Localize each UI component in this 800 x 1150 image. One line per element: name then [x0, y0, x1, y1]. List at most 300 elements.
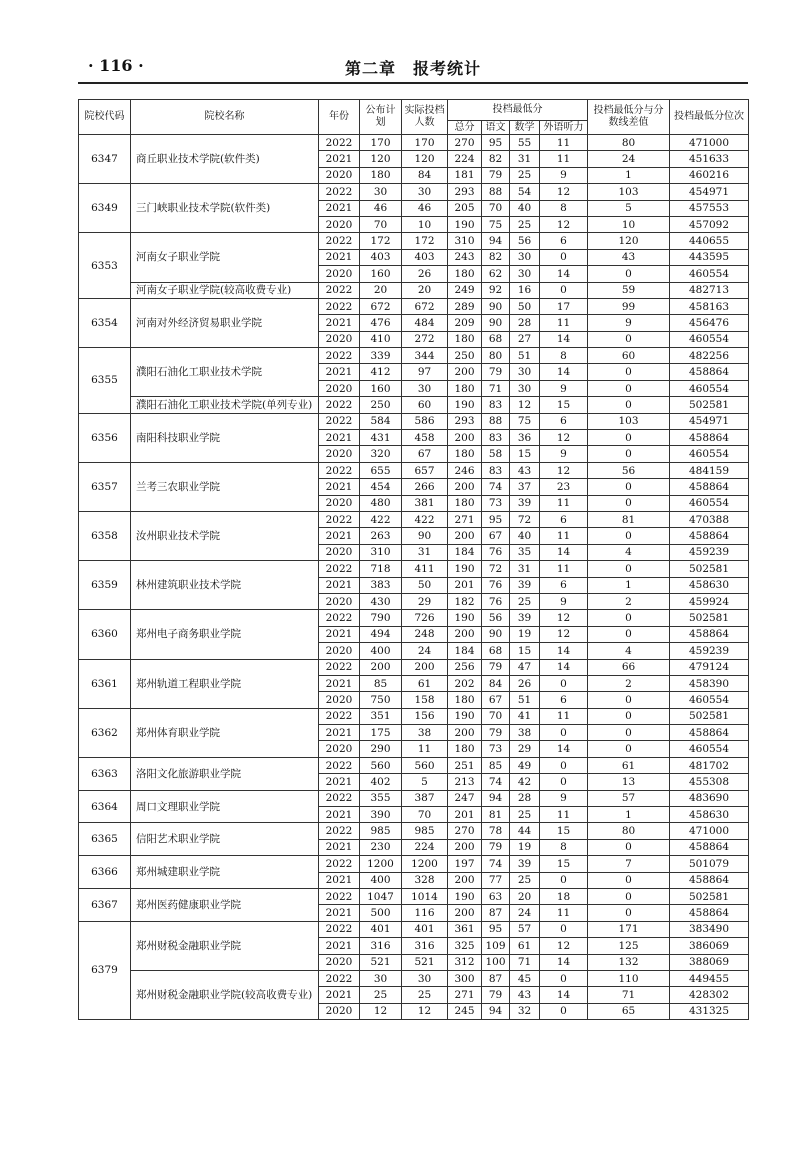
cell-math: 55: [510, 135, 540, 151]
school-name: 三门峡职业技术学院(软件类): [131, 184, 319, 233]
cell-total: 271: [448, 987, 482, 1003]
cell-actual: 328: [402, 872, 448, 888]
cell-math: 54: [510, 184, 540, 200]
cell-diff: 66: [588, 659, 670, 675]
cell-diff: 60: [588, 348, 670, 364]
cell-actual: 224: [402, 839, 448, 855]
cell-actual: 61: [402, 675, 448, 691]
cell-rank: 449455: [670, 970, 749, 986]
table-row: [79, 298, 749, 314]
cell-actual: 30: [402, 970, 448, 986]
cell-year: 2022: [319, 184, 360, 200]
school-code: 6347: [79, 135, 131, 184]
cell-chinese: 94: [482, 233, 510, 249]
cell-total: 184: [448, 544, 482, 560]
school-code: 6361: [79, 659, 131, 708]
school-name: 郑州医药健康职业学院: [131, 888, 319, 921]
header-rank: 投档最低分位次: [670, 100, 749, 135]
school-code: 6355: [79, 348, 131, 414]
cell-total: 249: [448, 282, 482, 298]
cell-english: 11: [540, 151, 588, 167]
cell-year: 2021: [319, 577, 360, 593]
cell-english: 23: [540, 479, 588, 495]
cell-chinese: 67: [482, 692, 510, 708]
table-row: [79, 757, 749, 773]
cell-diff: 65: [588, 1003, 670, 1019]
cell-plan: 250: [360, 397, 402, 413]
cell-math: 40: [510, 528, 540, 544]
cell-plan: 403: [360, 249, 402, 265]
cell-english: 9: [540, 446, 588, 462]
cell-english: 0: [540, 675, 588, 691]
cell-english: 11: [540, 528, 588, 544]
cell-diff: 0: [588, 905, 670, 921]
cell-math: 28: [510, 315, 540, 331]
cell-diff: 59: [588, 282, 670, 298]
cell-chinese: 84: [482, 675, 510, 691]
cell-year: 2022: [319, 659, 360, 675]
cell-math: 39: [510, 856, 540, 872]
cell-english: 11: [540, 561, 588, 577]
cell-total: 180: [448, 741, 482, 757]
cell-rank: 458630: [670, 807, 749, 823]
cell-english: 6: [540, 577, 588, 593]
cell-chinese: 82: [482, 151, 510, 167]
cell-total: 190: [448, 610, 482, 626]
page-number: · 116 ·: [88, 56, 144, 75]
cell-total: 300: [448, 970, 482, 986]
cell-rank: 460216: [670, 167, 749, 183]
header-rule: [78, 82, 748, 84]
cell-rank: 483690: [670, 790, 749, 806]
cell-year: 2022: [319, 348, 360, 364]
cell-diff: 110: [588, 970, 670, 986]
cell-plan: 410: [360, 331, 402, 347]
cell-chinese: 90: [482, 298, 510, 314]
cell-chinese: 70: [482, 200, 510, 216]
cell-chinese: 74: [482, 856, 510, 872]
admission-table: [78, 99, 749, 1020]
school-name: 郑州城建职业学院: [131, 856, 319, 889]
cell-chinese: 95: [482, 921, 510, 937]
cell-total: 213: [448, 774, 482, 790]
school-code: 6360: [79, 610, 131, 659]
cell-math: 51: [510, 348, 540, 364]
cell-plan: 20: [360, 282, 402, 298]
cell-diff: 24: [588, 151, 670, 167]
school-code: 6366: [79, 856, 131, 889]
header-chinese: 语文: [482, 121, 510, 135]
cell-chinese: 87: [482, 905, 510, 921]
cell-math: 37: [510, 479, 540, 495]
cell-english: 0: [540, 249, 588, 265]
cell-english: 0: [540, 282, 588, 298]
cell-total: 293: [448, 413, 482, 429]
cell-year: 2020: [319, 331, 360, 347]
header-diff: 投档最低分与分数线差值: [588, 100, 670, 135]
cell-actual: 90: [402, 528, 448, 544]
cell-year: 2022: [319, 856, 360, 872]
cell-total: 200: [448, 626, 482, 642]
cell-diff: 0: [588, 266, 670, 282]
school-name: 郑州电子商务职业学院: [131, 610, 319, 659]
cell-year: 2022: [319, 888, 360, 904]
cell-plan: 400: [360, 872, 402, 888]
cell-actual: 158: [402, 692, 448, 708]
cell-actual: 20: [402, 282, 448, 298]
cell-year: 2022: [319, 823, 360, 839]
cell-total: 270: [448, 135, 482, 151]
cell-math: 35: [510, 544, 540, 560]
cell-diff: 103: [588, 184, 670, 200]
school-name: 河南女子职业学院(较高收费专业): [131, 282, 319, 298]
cell-plan: 476: [360, 315, 402, 331]
school-code: 6359: [79, 561, 131, 610]
cell-plan: 655: [360, 462, 402, 478]
cell-chinese: 83: [482, 462, 510, 478]
cell-rank: 451633: [670, 151, 749, 167]
cell-diff: 0: [588, 626, 670, 642]
table-row: [79, 970, 749, 986]
cell-total: 205: [448, 200, 482, 216]
cell-rank: 457553: [670, 200, 749, 216]
cell-total: 201: [448, 807, 482, 823]
cell-actual: 84: [402, 167, 448, 183]
cell-rank: 454971: [670, 184, 749, 200]
cell-year: 2022: [319, 790, 360, 806]
cell-chinese: 67: [482, 528, 510, 544]
page-header: [78, 52, 748, 78]
cell-chinese: 58: [482, 446, 510, 462]
table-row: [79, 282, 749, 298]
cell-diff: 7: [588, 856, 670, 872]
cell-total: 180: [448, 495, 482, 511]
cell-math: 47: [510, 659, 540, 675]
cell-rank: 471000: [670, 823, 749, 839]
cell-rank: 471000: [670, 135, 749, 151]
cell-rank: 458864: [670, 430, 749, 446]
cell-english: 14: [540, 266, 588, 282]
cell-math: 61: [510, 938, 540, 954]
cell-rank: 443595: [670, 249, 749, 265]
cell-year: 2020: [319, 216, 360, 232]
cell-diff: 0: [588, 397, 670, 413]
cell-math: 41: [510, 708, 540, 724]
header-year: 年份: [319, 100, 360, 135]
cell-actual: 67: [402, 446, 448, 462]
cell-math: 15: [510, 643, 540, 659]
cell-math: 42: [510, 774, 540, 790]
chapter-title: 第二章 报考统计: [344, 59, 481, 78]
header-name: 院校名称: [131, 100, 319, 135]
cell-year: 2022: [319, 708, 360, 724]
cell-math: 25: [510, 167, 540, 183]
cell-chinese: 74: [482, 479, 510, 495]
cell-year: 2022: [319, 757, 360, 773]
school-code: 6364: [79, 790, 131, 823]
school-name: 郑州体育职业学院: [131, 708, 319, 757]
cell-plan: 521: [360, 954, 402, 970]
cell-rank: 386069: [670, 938, 749, 954]
cell-plan: 172: [360, 233, 402, 249]
cell-total: 270: [448, 823, 482, 839]
cell-math: 20: [510, 888, 540, 904]
cell-diff: 0: [588, 741, 670, 757]
cell-english: 17: [540, 298, 588, 314]
cell-english: 11: [540, 495, 588, 511]
cell-english: 11: [540, 135, 588, 151]
cell-plan: 46: [360, 200, 402, 216]
cell-plan: 402: [360, 774, 402, 790]
cell-plan: 790: [360, 610, 402, 626]
school-name: 河南女子职业学院: [131, 233, 319, 282]
cell-diff: 171: [588, 921, 670, 937]
cell-actual: 1200: [402, 856, 448, 872]
header-plan: 公布计划: [360, 100, 402, 135]
cell-math: 57: [510, 921, 540, 937]
cell-english: 0: [540, 872, 588, 888]
cell-chinese: 90: [482, 626, 510, 642]
table-row: [79, 462, 749, 478]
cell-actual: 10: [402, 216, 448, 232]
school-name: 信阳艺术职业学院: [131, 823, 319, 856]
cell-math: 36: [510, 430, 540, 446]
cell-total: 200: [448, 430, 482, 446]
cell-actual: 344: [402, 348, 448, 364]
cell-year: 2021: [319, 364, 360, 380]
cell-math: 75: [510, 413, 540, 429]
cell-math: 30: [510, 266, 540, 282]
cell-plan: 412: [360, 364, 402, 380]
table-body: [79, 135, 749, 1020]
cell-diff: 0: [588, 446, 670, 462]
school-code: 6349: [79, 184, 131, 233]
cell-rank: 428302: [670, 987, 749, 1003]
cell-chinese: 87: [482, 970, 510, 986]
cell-rank: 458864: [670, 725, 749, 741]
cell-actual: 985: [402, 823, 448, 839]
cell-english: 8: [540, 348, 588, 364]
cell-math: 25: [510, 216, 540, 232]
cell-chinese: 95: [482, 135, 510, 151]
cell-year: 2021: [319, 905, 360, 921]
cell-actual: 29: [402, 593, 448, 609]
table-row: [79, 233, 749, 249]
cell-rank: 482256: [670, 348, 749, 364]
cell-actual: 116: [402, 905, 448, 921]
cell-plan: 25: [360, 987, 402, 1003]
cell-actual: 672: [402, 298, 448, 314]
cell-math: 39: [510, 610, 540, 626]
cell-rank: 440655: [670, 233, 749, 249]
cell-diff: 0: [588, 364, 670, 380]
cell-english: 6: [540, 511, 588, 527]
cell-english: 12: [540, 938, 588, 954]
cell-plan: 85: [360, 675, 402, 691]
cell-plan: 454: [360, 479, 402, 495]
cell-plan: 390: [360, 807, 402, 823]
cell-rank: 460554: [670, 266, 749, 282]
cell-diff: 81: [588, 511, 670, 527]
cell-total: 250: [448, 348, 482, 364]
cell-math: 51: [510, 692, 540, 708]
cell-rank: 457092: [670, 216, 749, 232]
school-code: 6358: [79, 511, 131, 560]
school-name: 濮阳石油化工职业技术学院: [131, 348, 319, 397]
cell-english: 15: [540, 856, 588, 872]
cell-diff: 56: [588, 462, 670, 478]
header-code: 院校代码: [79, 100, 131, 135]
cell-plan: 160: [360, 380, 402, 396]
cell-plan: 263: [360, 528, 402, 544]
cell-year: 2020: [319, 380, 360, 396]
cell-diff: 132: [588, 954, 670, 970]
cell-plan: 200: [360, 659, 402, 675]
cell-plan: 316: [360, 938, 402, 954]
cell-total: 190: [448, 708, 482, 724]
cell-total: 209: [448, 315, 482, 331]
cell-english: 15: [540, 823, 588, 839]
cell-math: 39: [510, 577, 540, 593]
cell-chinese: 83: [482, 430, 510, 446]
cell-actual: 30: [402, 184, 448, 200]
cell-english: 6: [540, 233, 588, 249]
cell-english: 0: [540, 725, 588, 741]
cell-math: 19: [510, 626, 540, 642]
cell-actual: 31: [402, 544, 448, 560]
cell-diff: 0: [588, 839, 670, 855]
cell-english: 11: [540, 905, 588, 921]
cell-english: 9: [540, 790, 588, 806]
cell-diff: 2: [588, 593, 670, 609]
school-name: 郑州财税金融职业学院(较高收费专业): [131, 970, 319, 1019]
cell-plan: 401: [360, 921, 402, 937]
school-name: 郑州轨道工程职业学院: [131, 659, 319, 708]
cell-plan: 160: [360, 266, 402, 282]
cell-rank: 502581: [670, 610, 749, 626]
cell-rank: 458390: [670, 675, 749, 691]
cell-year: 2021: [319, 626, 360, 642]
cell-chinese: 79: [482, 725, 510, 741]
school-name: 南阳科技职业学院: [131, 413, 319, 462]
cell-plan: 310: [360, 544, 402, 560]
cell-chinese: 85: [482, 757, 510, 773]
cell-english: 12: [540, 430, 588, 446]
cell-plan: 175: [360, 725, 402, 741]
cell-plan: 170: [360, 135, 402, 151]
table-row: [79, 610, 749, 626]
cell-actual: 726: [402, 610, 448, 626]
cell-actual: 403: [402, 249, 448, 265]
cell-rank: 459239: [670, 643, 749, 659]
cell-year: 2020: [319, 266, 360, 282]
cell-total: 197: [448, 856, 482, 872]
cell-actual: 248: [402, 626, 448, 642]
cell-total: 246: [448, 462, 482, 478]
cell-plan: 1200: [360, 856, 402, 872]
cell-actual: 521: [402, 954, 448, 970]
school-code: 6357: [79, 462, 131, 511]
cell-english: 11: [540, 315, 588, 331]
cell-year: 2022: [319, 921, 360, 937]
cell-total: 243: [448, 249, 482, 265]
cell-diff: 13: [588, 774, 670, 790]
cell-rank: 458864: [670, 528, 749, 544]
cell-diff: 0: [588, 495, 670, 511]
cell-actual: 272: [402, 331, 448, 347]
cell-rank: 454971: [670, 413, 749, 429]
cell-plan: 180: [360, 167, 402, 183]
cell-actual: 411: [402, 561, 448, 577]
cell-total: 182: [448, 593, 482, 609]
cell-year: 2021: [319, 479, 360, 495]
cell-diff: 5: [588, 200, 670, 216]
cell-rank: 481702: [670, 757, 749, 773]
cell-plan: 290: [360, 741, 402, 757]
table-row: [79, 184, 749, 200]
cell-plan: 494: [360, 626, 402, 642]
table-row: [79, 823, 749, 839]
cell-chinese: 73: [482, 495, 510, 511]
cell-english: 0: [540, 774, 588, 790]
cell-year: 2021: [319, 938, 360, 954]
cell-year: 2021: [319, 430, 360, 446]
cell-total: 224: [448, 151, 482, 167]
cell-year: 2020: [319, 167, 360, 183]
cell-rank: 460554: [670, 446, 749, 462]
cell-year: 2021: [319, 200, 360, 216]
cell-rank: 501079: [670, 856, 749, 872]
cell-english: 8: [540, 200, 588, 216]
header-english: 外语听力: [540, 121, 588, 135]
cell-english: 14: [540, 643, 588, 659]
cell-chinese: 71: [482, 380, 510, 396]
header-row: [79, 100, 749, 121]
cell-english: 12: [540, 626, 588, 642]
table-row: [79, 659, 749, 675]
cell-diff: 0: [588, 872, 670, 888]
cell-actual: 381: [402, 495, 448, 511]
table-row: [79, 790, 749, 806]
table-row: [79, 708, 749, 724]
cell-rank: 383490: [670, 921, 749, 937]
table-row: [79, 135, 749, 151]
cell-diff: 0: [588, 888, 670, 904]
cell-chinese: 79: [482, 987, 510, 1003]
cell-math: 15: [510, 446, 540, 462]
cell-plan: 430: [360, 593, 402, 609]
cell-diff: 103: [588, 413, 670, 429]
cell-english: 9: [540, 380, 588, 396]
cell-chinese: 79: [482, 839, 510, 855]
cell-year: 2021: [319, 987, 360, 1003]
cell-actual: 60: [402, 397, 448, 413]
cell-total: 251: [448, 757, 482, 773]
cell-math: 49: [510, 757, 540, 773]
cell-rank: 460554: [670, 741, 749, 757]
cell-math: 71: [510, 954, 540, 970]
table-row: [79, 413, 749, 429]
cell-rank: 479124: [670, 659, 749, 675]
cell-english: 11: [540, 807, 588, 823]
cell-english: 14: [540, 331, 588, 347]
cell-rank: 470388: [670, 511, 749, 527]
cell-year: 2021: [319, 839, 360, 855]
cell-math: 12: [510, 397, 540, 413]
cell-total: 200: [448, 872, 482, 888]
cell-year: 2020: [319, 643, 360, 659]
cell-actual: 120: [402, 151, 448, 167]
